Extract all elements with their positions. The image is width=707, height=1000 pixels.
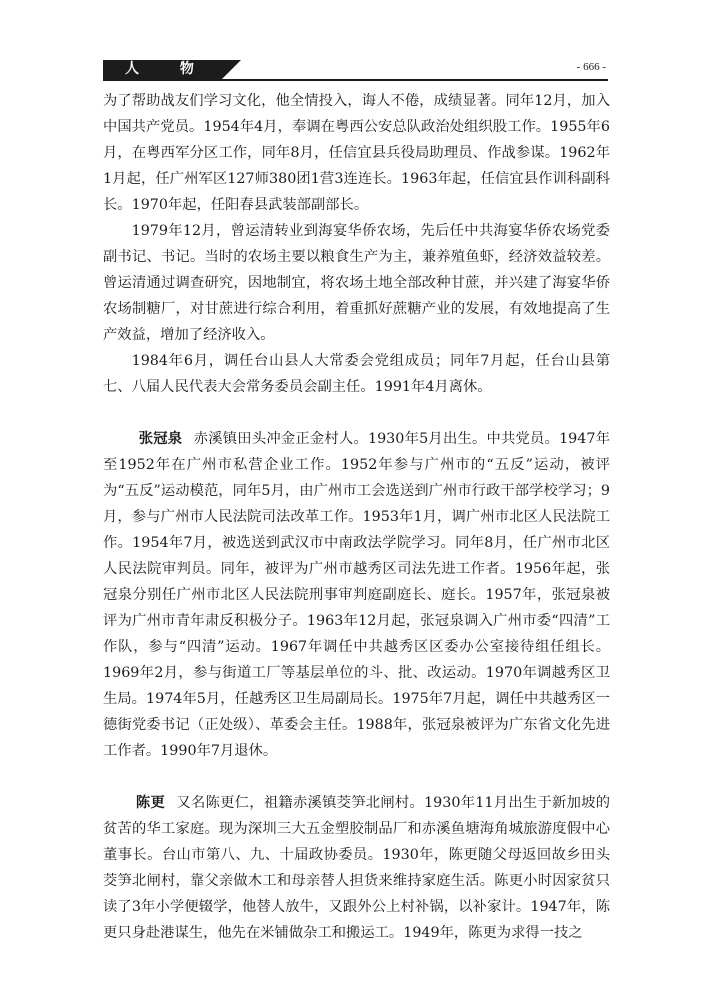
intro-paragraph: 1979年12月，曾运清转业到海宴华侨农场，先后任中共海宴华侨农场党委副书记、书记。当时的农场主要以粮食生产为主，兼养殖鱼虾，经济效益较差。曾运清通过调查研究，因地制宜，将农场土地全部改种甘蔗，并兴建了海宴华侨农场制糖厂，对甘蔗进行综合利用，着重抓好蔗糖产业的发展，有效地提高了生产效益，增加了经济收入。: [103, 223, 610, 343]
page-body: [103, 88, 610, 946]
section-gap: [103, 400, 610, 426]
section-tab-slant: [222, 60, 241, 79]
header-rule: [103, 79, 608, 81]
page-number: - 666 -: [576, 61, 606, 73]
intro-paragraph: 为了帮助战友们学习文化，他全情投入，诲人不倦，成绩显著。同年12月，加入中国共产党员。1954年4月，奉调在粤西公安总队政治处组织股工作。1955年6月，在粤西军分区工作，同年8月，任信宜县兵役局助理员、作战参谋。1962年1月起，任广州军区127师380团1营3连连长。1963年起，任信宜县作训科副科长。1970年起，任阳春县武装部副部长。: [103, 93, 610, 213]
section-gap: [103, 764, 610, 790]
biography-entry: [103, 426, 610, 764]
page-header: [103, 60, 608, 82]
intro-paragraph: 1984年6月，调任台山县人大常委会党组成员；同年7月起，任台山县第七、八届人民代表大会常务委员会副主任。1991年4月离休。: [103, 353, 610, 395]
biography-text: 赤溪镇田头冲金正金村人。1930年5月出生。中共党员。1947年至1952年在广州市私营企业工作。1952年参与广州市的“五反”运动，被评为“五反”运动模范，同年5月，由广州市工会选送到广州市行政干部学校学习；9月，参与广州市人民法院司法改革工作。1953年1月，调广州市北区人民法院工作。1954年7月，被选送到武汉市中南政法学院学习。同年8月，任广州市北区人民法院审判员。同年，被评为广州市越秀区司法先进工作者。1956年起，张冠泉分别任广州市北区人民法院刑事审判庭副庭长、庭长。1957年，张冠泉被评为广州市青年肃反积极分子。1963年12月起，张冠泉调入广州市委“四清”工作队，参与“四清”运动。1967年调任中共越秀区区委办公室接待组任组长。1969年2月，参与街道工厂等基层单位的斗、批、改运动。1970年调越秀区卫生局。1974年5月，任越秀区卫生局副局长。1975年7月起，调任中共越秀区一德街党委书记（正处级）、革委会主任。1988年，张冠泉被评为广东省文化先进工作者。1990年7月退休。: [103, 431, 610, 759]
section-title: 人 物: [125, 61, 212, 77]
person-name: 陈更: [135, 795, 166, 811]
biography-entry: [103, 790, 610, 946]
biography-text: 又名陈更仁，祖籍赤溪镇茭笋北闸村。1930年11月出生于新加坡的贫苦的华工家庭。现为深圳三大五金塑胶制品厂和赤溪鱼塘海角城旅游度假中心董事长。台山市第八、九、十届政协委员。1930年，陈更随父母返回故乡田头茭笋北闸村，靠父亲做木工和母亲替人担货来维持家庭生活。陈更小时因家贫只读了3年小学便辍学，他替人放牛，又跟外公上村补锅，以补家计。1947年，陈更只身赴港谋生，他先在米铺做杂工和搬运工。1949年，陈更为求得一技之: [103, 795, 611, 941]
person-name: 张冠泉: [138, 431, 183, 447]
